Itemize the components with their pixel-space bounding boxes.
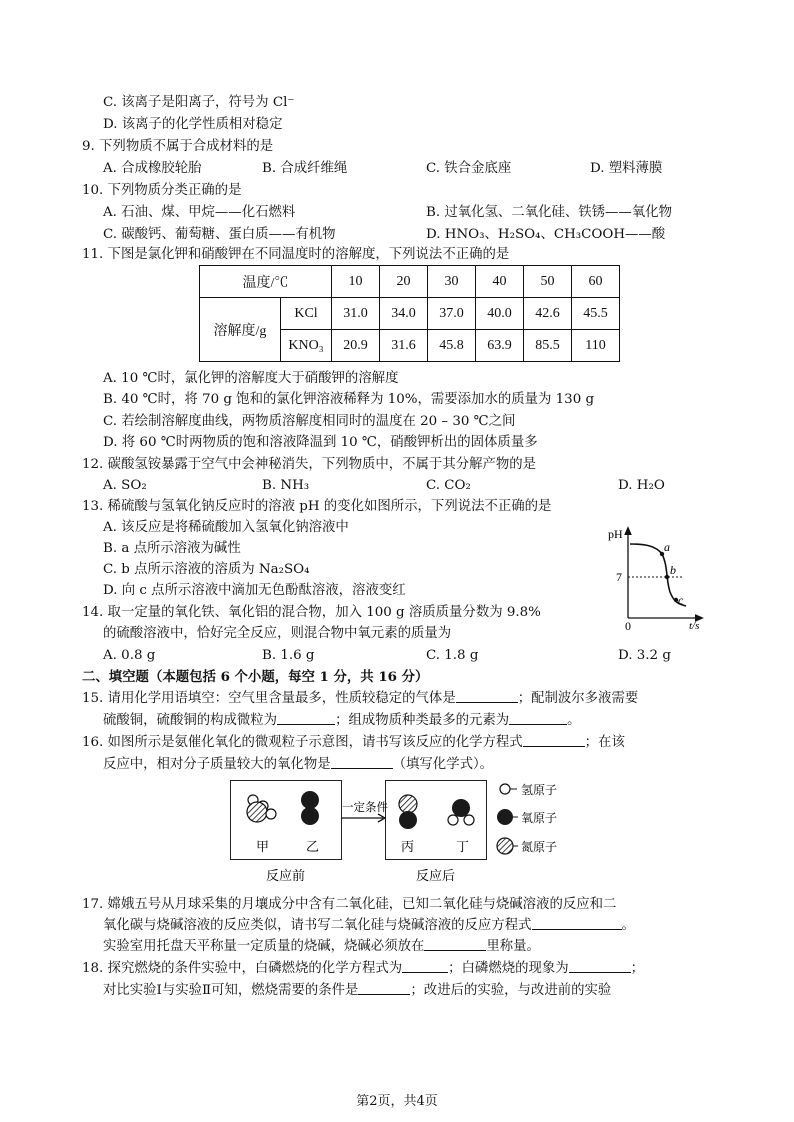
ph-graph xyxy=(600,522,710,634)
q16-text: 反应中，相对分子质量较大的氧化物是 xyxy=(103,757,331,772)
q11-stem: 11. 下图是氯化钾和硝酸钾在不同温度时的溶解度，下列说法不正确的是 xyxy=(82,247,510,262)
q15-text: 硫酸铜，硫酸铜的构成微粒为 xyxy=(103,713,278,728)
section-heading: 二、填空题（本题包括 6 个小题，每空 1 分，共 16 分） xyxy=(82,669,429,685)
q18-text: ；改进后的实验，与改进前的实验 xyxy=(410,983,612,998)
table-cell: 45.5 xyxy=(572,298,620,330)
q13-stem: 13. 稀硫酸与氢氧化钠反应时的溶液 pH 的变化如图所示，下列说法不正确的是 xyxy=(82,499,552,514)
q12-option-c: C. CO₂ xyxy=(426,478,471,493)
condition-label: 一定条件 xyxy=(342,800,388,814)
temp-header: 温度/℃ xyxy=(200,266,332,298)
table-cell: 63.9 xyxy=(476,330,524,362)
oxygen-molecule xyxy=(301,791,319,825)
answer-blank[interactable] xyxy=(402,960,448,973)
q15-line-1 xyxy=(82,690,638,708)
label-jia: 甲 xyxy=(256,840,270,855)
answer-blank[interactable] xyxy=(331,756,393,769)
answer-blank[interactable] xyxy=(424,938,486,951)
table-cell: 60 xyxy=(572,266,620,298)
legend-hydrogen: 氢原子 xyxy=(521,783,558,797)
q15-text: ；配制波尔多液需要 xyxy=(517,691,639,706)
q15-text: 。 xyxy=(567,713,581,728)
table-cell: 20.9 xyxy=(332,330,380,362)
table-cell: 50 xyxy=(524,266,572,298)
page-footer: 第2页，共4页 xyxy=(356,1094,438,1109)
answer-blank[interactable] xyxy=(358,982,410,995)
ammonia-molecule xyxy=(247,795,276,822)
table-cell: 40.0 xyxy=(476,298,524,330)
q17-line-2 xyxy=(103,917,635,935)
nitric-oxide-molecule xyxy=(399,795,417,829)
nitrogen-legend-icon xyxy=(497,838,513,854)
q12-stem: 12. 碳酸氢铵暴露于空气中会神秘消失，下列物质中，不属于其分解产物的是 xyxy=(82,457,537,472)
ph-label: pH xyxy=(608,527,623,541)
label-yi: 乙 xyxy=(306,840,320,855)
q16-text: 16. 如图所示是氨催化氧化的微观粒子示意图，请书写该反应的化学方程式 xyxy=(82,735,523,750)
table-cell: 40 xyxy=(476,266,524,298)
q9-option-a: A. 合成橡胶轮胎 xyxy=(103,161,202,176)
table-cell: 31.6 xyxy=(380,330,428,362)
water-molecule xyxy=(448,799,474,825)
q15-line-2 xyxy=(103,712,581,730)
q18-text: 对比实验Ⅰ与实验Ⅱ可知，燃烧需要的条件是 xyxy=(103,983,359,998)
q11-option-d: D. 将 60 ℃时两物质的饱和溶液降温到 10 ℃，硝酸钾析出的固体质量多 xyxy=(103,435,538,450)
q12-option-d: D. H₂O xyxy=(618,478,665,493)
q16-line-2 xyxy=(103,756,493,774)
q18-text: ；白磷燃烧的现象为 xyxy=(448,961,569,976)
q11-option-c: C. 若绘制溶解度曲线，两物质溶解度相同时的温度在 20 – 30 ℃之间 xyxy=(103,414,516,429)
q8-option-d: D. 该离子的化学性质相对稳定 xyxy=(103,117,283,132)
oxygen-legend-icon xyxy=(497,809,513,825)
q9-stem: 9. 下列物质不属于合成材料的是 xyxy=(82,139,274,154)
q12-option-b: B. NH₃ xyxy=(262,478,310,493)
table-cell: 30 xyxy=(428,266,476,298)
q18-text: 18. 探究燃烧的条件实验中，白磷燃烧的化学方程式为 xyxy=(82,961,403,976)
q9-option-c: C. 铁合金底座 xyxy=(426,161,512,176)
q13-option-b: B. a 点所示溶液为碱性 xyxy=(103,541,241,556)
kno3-label: KNO₃ xyxy=(281,330,332,362)
q13-option-c: C. b 点所示溶液的溶质为 Na₂SO₄ xyxy=(103,562,310,577)
q15-text: 15. 请用化学用语填空：空气里含量最多，性质较稳定的气体是 xyxy=(82,691,456,706)
q17-text: 里称量。 xyxy=(486,939,540,954)
q10-option-d: D. HNO₃、H₂SO₄、CH₃COOH——酸 xyxy=(426,227,666,242)
q13-option-a: A. 该反应是将稀硫酸加入氢氧化钠溶液中 xyxy=(103,520,349,535)
table-cell: 110 xyxy=(572,330,620,362)
legend-nitrogen: 氮原子 xyxy=(521,840,558,854)
answer-blank[interactable] xyxy=(532,917,622,930)
q14-stem-2: 的硫酸溶液中，恰好完全反应，则混合物中氧元素的质量为 xyxy=(103,626,452,641)
answer-blank[interactable] xyxy=(277,712,335,725)
q17-line-1: 17. 嫦娥五号从月球采集的月壤成分中含有二氧化硅，已知二氧化硅与烧碱溶液的反应和二 xyxy=(82,897,617,912)
q9-option-b: B. 合成纤维绳 xyxy=(262,161,348,176)
solubility-header: 溶解度/g xyxy=(200,298,281,362)
caption-after: 反应后 xyxy=(416,869,456,884)
q18-text: ； xyxy=(630,961,645,976)
point-b xyxy=(665,575,669,579)
table-row xyxy=(200,266,620,298)
origin-label: 0 xyxy=(625,619,631,633)
table-cell: 34.0 xyxy=(380,298,428,330)
q16-line-1 xyxy=(82,734,625,752)
q18-line-1 xyxy=(82,960,644,978)
caption-before: 反应前 xyxy=(266,869,306,884)
q14-option-c: C. 1.8 g xyxy=(426,648,479,663)
q10-stem: 10. 下列物质分类正确的是 xyxy=(82,183,242,198)
table-cell: 37.0 xyxy=(428,298,476,330)
seven-label: 7 xyxy=(616,570,622,584)
b-label: b xyxy=(670,563,676,577)
q17-text: 氧化碳与烧碱溶液的反应类似，请书写二氧化硅与烧碱溶液的反应方程式 xyxy=(103,918,532,933)
q15-text: ；组成物质种类最多的元素为 xyxy=(335,713,510,728)
q17-text: 。 xyxy=(621,918,635,933)
q8-option-c: C. 该离子是阳离子，符号为 Cl⁻ xyxy=(103,95,295,110)
table-cell: 45.8 xyxy=(428,330,476,362)
q12-option-a: A. SO₂ xyxy=(103,478,147,493)
reaction-diagram xyxy=(228,776,608,886)
q14-stem-1: 14. 取一定量的氧化铁、氧化铝的混合物，加入 100 g 溶质质量分数为 9.8% xyxy=(82,605,541,620)
answer-blank[interactable] xyxy=(456,690,518,703)
q17-line-3 xyxy=(103,938,540,956)
q13-option-d: D. 向 c 点所示溶液中滴加无色酚酞溶液，溶液变红 xyxy=(103,583,406,598)
q16-text: ；在该 xyxy=(584,735,625,750)
c-label: c xyxy=(678,593,684,607)
table-cell: 42.6 xyxy=(524,298,572,330)
answer-blank[interactable] xyxy=(523,734,585,747)
q14-option-a: A. 0.8 g xyxy=(103,648,156,663)
table-cell: 20 xyxy=(380,266,428,298)
q10-option-a: A. 石油、煤、甲烷——化石燃料 xyxy=(103,205,296,220)
table-cell: 10 xyxy=(332,266,380,298)
q14-option-b: B. 1.6 g xyxy=(262,648,315,663)
hydrogen-legend-icon xyxy=(500,784,510,794)
q10-option-b: B. 过氧化氢、二氧化硅、铁锈——氧化物 xyxy=(426,205,672,220)
q10-option-c: C. 碳酸钙、葡萄糖、蛋白质——有机物 xyxy=(103,227,336,242)
q11-option-b: B. 40 ℃时，将 70 g 饱和的氯化钾溶液稀释为 10%，需要添加水的质量为 130 g xyxy=(103,392,595,407)
legend-oxygen: 氧原子 xyxy=(521,811,558,825)
answer-blank[interactable] xyxy=(569,960,631,973)
table-row xyxy=(200,298,620,330)
solubility-table xyxy=(199,265,620,362)
q11-option-a: A. 10 ℃时，氯化钾的溶解度大于硝酸钾的溶解度 xyxy=(103,371,399,386)
time-label: t/s xyxy=(689,620,700,632)
q16-text: （填写化学式）。 xyxy=(392,757,494,772)
q17-text: 实验室用托盘天平称量一定质量的烧碱，烧碱必须放在 xyxy=(103,939,425,954)
q9-option-d: D. 塑料薄膜 xyxy=(590,161,663,176)
label-ding: 丁 xyxy=(456,840,470,855)
q18-line-2 xyxy=(103,982,611,1000)
answer-blank[interactable] xyxy=(509,712,567,725)
a-label: a xyxy=(664,540,670,554)
kcl-label: KCl xyxy=(281,298,332,330)
table-cell: 85.5 xyxy=(524,330,572,362)
table-cell: 31.0 xyxy=(332,298,380,330)
label-bing: 丙 xyxy=(401,840,415,855)
q14-option-d: D. 3.2 g xyxy=(618,648,671,663)
